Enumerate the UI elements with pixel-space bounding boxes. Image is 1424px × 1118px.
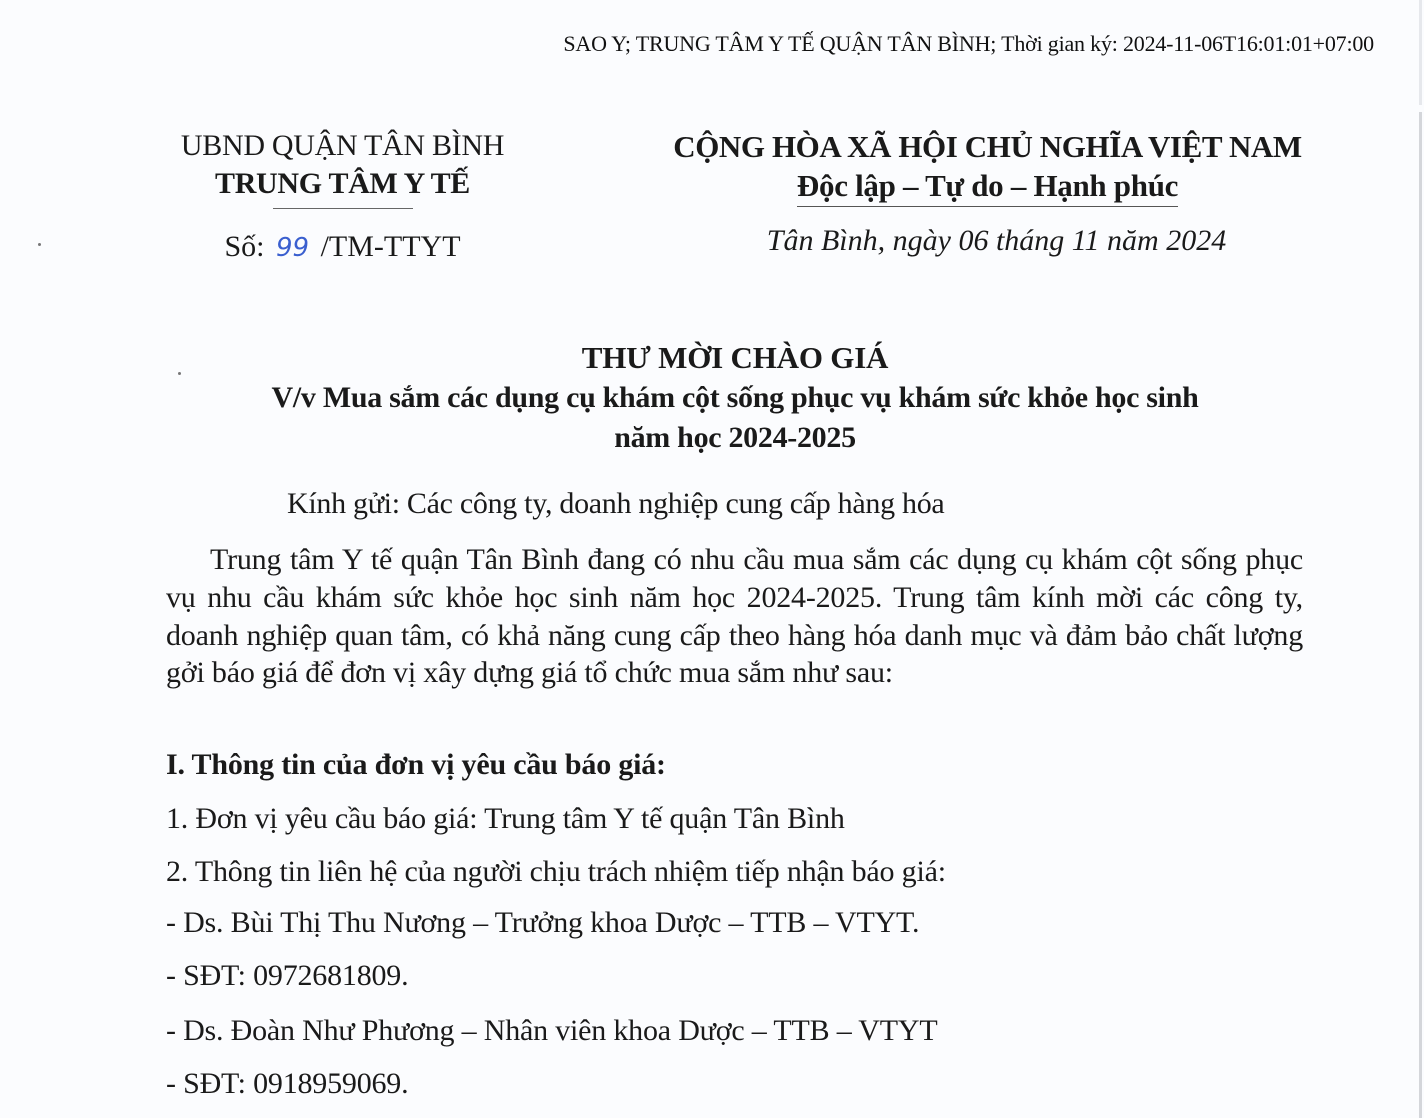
section-1-item-1: 1. Đơn vị yêu cầu báo giá: Trung tâm Y tế quận Tân Bình (166, 802, 845, 835)
document-number (170, 227, 515, 268)
national-header (660, 126, 1315, 261)
contact-1-phone: - SĐT: 0972681809. (166, 959, 409, 992)
contact-2-name: - Ds. Đoàn Như Phương – Nhân viên khoa Dược – TTB – VTYT (166, 1014, 938, 1047)
doc-number-prefix: Số: (224, 230, 265, 263)
place-date: Tân Bình, ngày 06 tháng 11 năm 2024 (766, 224, 1227, 257)
country-name: CỘNG HÒA XÃ HỘI CHỦ NGHĨA VIỆT NAM (673, 129, 1302, 164)
issuer-divider (273, 208, 413, 209)
doc-number-suffix: /TM-TTYT (320, 230, 461, 263)
issuer-name: TRUNG TÂM Y TẾ (214, 167, 470, 200)
doc-number-value: 99 (275, 233, 310, 263)
page-edge-scrollbar[interactable] (1419, 0, 1422, 1118)
section-1-item-2: 2. Thông tin liên hệ của người chịu trách nhiệm tiếp nhận báo giá: (166, 855, 946, 888)
contact-2-phone: - SĐT: 0918959069. (166, 1067, 409, 1100)
intro-paragraph: Trung tâm Y tế quận Tân Bình đang có nhu cầu mua sắm các dụng cụ khám cột sống phục vụ nhu cầu khám sức khỏe học sinh năm học 2024-2025. Trung tâm kính mời các công ty, doanh nghiệp quan tâm, có khả năng cung cấp theo hàng hóa danh mục và đảm bảo chất lượng gởi báo giá để đơn vị xây dựng giá tổ chức mua sắm như sau: (166, 543, 1303, 690)
document-title: THƯ MỜI CHÀO GIÁ (581, 340, 889, 375)
document-subject: V/v Mua sắm các dụng cụ khám cột sống phục vụ khám sức khỏe học sinh (271, 381, 1199, 414)
national-motto: Độc lập – Tự do – Hạnh phúc (797, 168, 1178, 207)
document-subject-continued: năm học 2024-2025 (614, 421, 856, 454)
contact-1-name: - Ds. Bùi Thị Thu Nương – Trưởng khoa Dược – TTB – VTYT. (166, 906, 920, 939)
issuer-parent: UBND QUẬN TÂN BÌNH (180, 129, 505, 162)
document-title-block (160, 338, 1310, 458)
recipient-line: Kính gửi: Các công ty, doanh nghiệp cung cấp hàng hóa (287, 487, 945, 520)
section-1-heading: I. Thông tin của đơn vị yêu cầu báo giá: (166, 748, 666, 781)
digital-signature-stamp: SAO Y; TRUNG TÂM Y TẾ QUẬN TÂN BÌNH; Thời gian ký: 2024-11-06T16:01:01+07:00 (563, 31, 1374, 56)
scan-speck (38, 243, 41, 246)
issuer-block (170, 126, 515, 268)
